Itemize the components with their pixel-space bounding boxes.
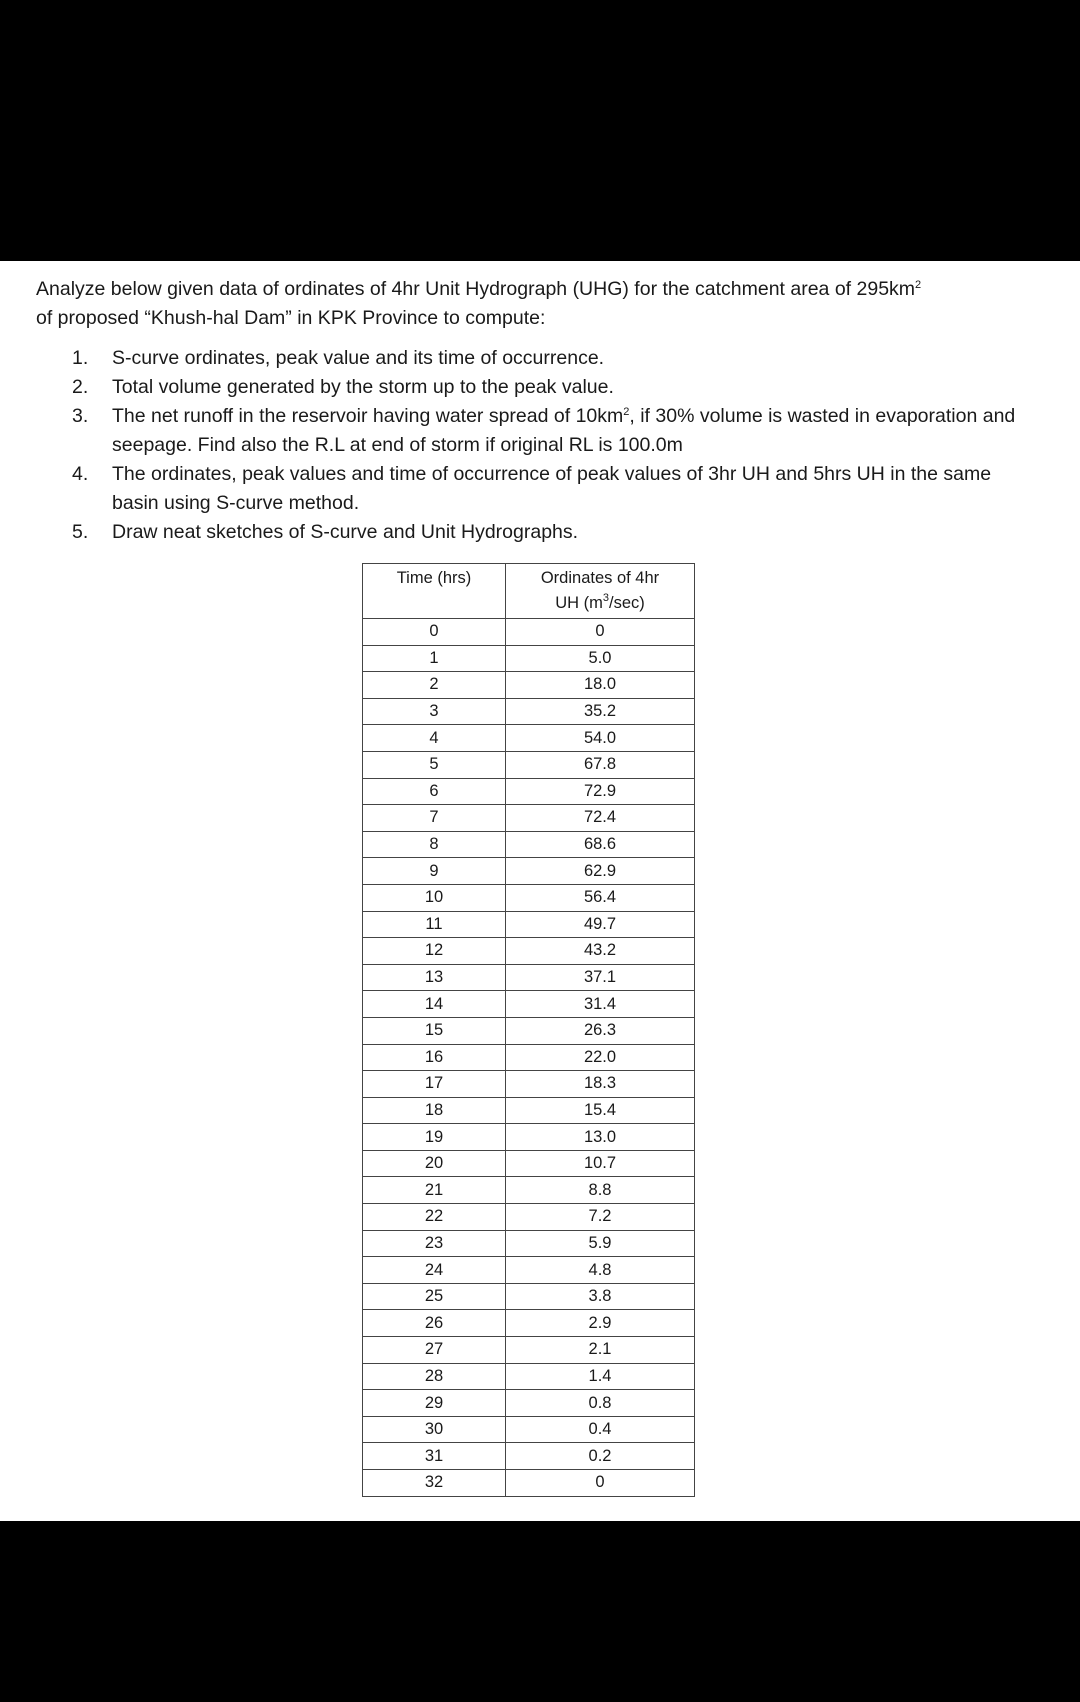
time-cell: 8	[363, 831, 506, 858]
table-row	[363, 1363, 695, 1390]
time-cell: 28	[363, 1363, 506, 1390]
time-cell: 26	[363, 1310, 506, 1337]
table-row	[363, 911, 695, 938]
ordinate-cell: 68.6	[506, 831, 695, 858]
table-row	[363, 964, 695, 991]
time-cell: 32	[363, 1470, 506, 1497]
task-item	[62, 344, 1022, 373]
time-cell: 31	[363, 1443, 506, 1470]
ordinate-cell: 13.0	[506, 1124, 695, 1151]
time-cell: 25	[363, 1283, 506, 1310]
ordinate-cell: 54.0	[506, 725, 695, 752]
task-number: 4.	[72, 463, 89, 485]
time-cell: 6	[363, 778, 506, 805]
table-body	[363, 619, 695, 1497]
ordinate-cell: 5.0	[506, 645, 695, 672]
problem-intro	[36, 275, 1046, 333]
task-item	[62, 460, 1022, 518]
task-item	[62, 373, 1022, 402]
task-superscript: 2	[623, 406, 630, 418]
task-number: 3.	[72, 405, 89, 427]
ordinate-cell: 0.8	[506, 1390, 695, 1417]
document-page	[0, 261, 1080, 1521]
header-ordinates	[506, 564, 695, 619]
task-number: 5.	[72, 521, 89, 543]
ordinate-cell: 0	[506, 619, 695, 646]
time-cell: 21	[363, 1177, 506, 1204]
time-cell: 17	[363, 1071, 506, 1098]
table-row	[363, 1150, 695, 1177]
table-row	[363, 619, 695, 646]
table-row	[363, 1390, 695, 1417]
ordinate-cell: 10.7	[506, 1150, 695, 1177]
table-row	[363, 1310, 695, 1337]
ordinate-cell: 62.9	[506, 858, 695, 885]
table-row	[363, 884, 695, 911]
ordinate-cell: 1.4	[506, 1363, 695, 1390]
header-ordinates-superscript: 3	[602, 592, 609, 604]
ordinate-cell: 18.0	[506, 672, 695, 699]
table-row	[363, 831, 695, 858]
time-cell: 22	[363, 1204, 506, 1231]
ordinate-cell: 31.4	[506, 991, 695, 1018]
table-row	[363, 1230, 695, 1257]
time-cell: 19	[363, 1124, 506, 1151]
ordinate-cell: 15.4	[506, 1097, 695, 1124]
top-black-band	[0, 0, 1080, 261]
table-row	[363, 1017, 695, 1044]
table-row	[363, 805, 695, 832]
table-row	[363, 698, 695, 725]
task-text: The net runoff in the reservoir having water spread of 10km	[112, 405, 624, 427]
header-ordinates-unit-end: /sec)	[609, 594, 645, 612]
time-cell: 7	[363, 805, 506, 832]
ordinate-cell: 0	[506, 1470, 695, 1497]
ordinate-cell: 43.2	[506, 938, 695, 965]
ordinate-cell: 0.2	[506, 1443, 695, 1470]
unit-hydrograph-table	[362, 563, 695, 1497]
task-item	[62, 518, 1022, 547]
ordinate-cell: 18.3	[506, 1071, 695, 1098]
table-row	[363, 1177, 695, 1204]
ordinate-cell: 7.2	[506, 1204, 695, 1231]
header-ordinates-unit: UH (m	[555, 594, 603, 612]
time-cell: 30	[363, 1416, 506, 1443]
time-cell: 12	[363, 938, 506, 965]
time-cell: 2	[363, 672, 506, 699]
ordinate-cell: 0.4	[506, 1416, 695, 1443]
ordinate-cell: 72.4	[506, 805, 695, 832]
intro-line-2: of proposed “Khush-hal Dam” in KPK Province to compute:	[36, 307, 546, 329]
task-list	[62, 344, 1022, 547]
ordinate-cell: 8.8	[506, 1177, 695, 1204]
time-cell: 18	[363, 1097, 506, 1124]
time-cell: 3	[363, 698, 506, 725]
task-text: S-curve ordinates, peak value and its time of occurrence.	[112, 347, 605, 369]
ordinate-cell: 56.4	[506, 884, 695, 911]
time-cell: 15	[363, 1017, 506, 1044]
intro-line-1: Analyze below given data of ordinates of 4hr Unit Hydrograph (UHG) for the catchment area of 295km	[36, 278, 916, 300]
intro-superscript: 2	[915, 279, 922, 291]
time-cell: 16	[363, 1044, 506, 1071]
task-text: Total volume generated by the storm up to the peak value.	[112, 376, 614, 398]
table-row	[363, 1416, 695, 1443]
task-text: The ordinates, peak values and time of occurrence of peak values of 3hr UH and 5hrs UH in the same basin using S-curve method.	[112, 463, 992, 514]
table-header-row	[363, 564, 695, 619]
table-row	[363, 725, 695, 752]
table-row	[363, 1204, 695, 1231]
ordinate-cell: 2.9	[506, 1310, 695, 1337]
task-number: 1.	[72, 347, 89, 369]
time-cell: 13	[363, 964, 506, 991]
table-row	[363, 1443, 695, 1470]
ordinate-cell: 35.2	[506, 698, 695, 725]
ordinate-cell: 26.3	[506, 1017, 695, 1044]
table-row	[363, 1257, 695, 1284]
time-cell: 14	[363, 991, 506, 1018]
bottom-black-band	[0, 1521, 1080, 1702]
time-cell: 29	[363, 1390, 506, 1417]
table-row	[363, 858, 695, 885]
ordinate-cell: 37.1	[506, 964, 695, 991]
header-ordinates-line-1: Ordinates of 4hr	[540, 569, 660, 587]
ordinate-cell: 72.9	[506, 778, 695, 805]
table-row	[363, 1283, 695, 1310]
table-row	[363, 1470, 695, 1497]
ordinate-cell: 22.0	[506, 1044, 695, 1071]
ordinate-cell: 5.9	[506, 1230, 695, 1257]
header-time: Time (hrs)	[363, 564, 506, 619]
table-row	[363, 645, 695, 672]
time-cell: 0	[363, 619, 506, 646]
time-cell: 20	[363, 1150, 506, 1177]
table-row	[363, 1097, 695, 1124]
time-cell: 9	[363, 858, 506, 885]
table-row	[363, 1337, 695, 1364]
time-cell: 27	[363, 1337, 506, 1364]
table-row	[363, 938, 695, 965]
ordinate-cell: 2.1	[506, 1337, 695, 1364]
time-cell: 23	[363, 1230, 506, 1257]
task-text-continued: , if 30% volume is wasted in evaporation and seepage. Find also the R.L at end of storm if original RL is 100.0m	[112, 405, 1016, 456]
ordinate-cell: 49.7	[506, 911, 695, 938]
table-row	[363, 751, 695, 778]
table-row	[363, 1044, 695, 1071]
task-item	[62, 402, 1022, 460]
task-number: 2.	[72, 376, 89, 398]
ordinate-cell: 4.8	[506, 1257, 695, 1284]
time-cell: 5	[363, 751, 506, 778]
ordinate-cell: 3.8	[506, 1283, 695, 1310]
table-row	[363, 1071, 695, 1098]
time-cell: 4	[363, 725, 506, 752]
table-row	[363, 672, 695, 699]
table-row	[363, 991, 695, 1018]
time-cell: 1	[363, 645, 506, 672]
ordinate-cell: 67.8	[506, 751, 695, 778]
time-cell: 24	[363, 1257, 506, 1284]
task-text: Draw neat sketches of S-curve and Unit Hydrographs.	[112, 521, 579, 543]
time-cell: 11	[363, 911, 506, 938]
table-row	[363, 1124, 695, 1151]
table-row	[363, 778, 695, 805]
time-cell: 10	[363, 884, 506, 911]
